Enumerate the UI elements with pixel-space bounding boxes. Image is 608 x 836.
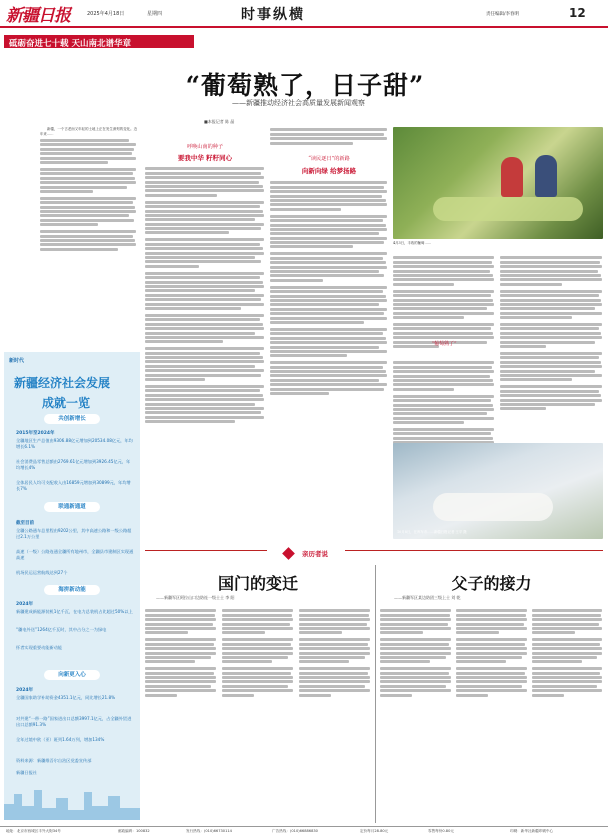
stats-sidebar [4,352,140,820]
editor-credit: 责任编辑/李春明 [486,12,520,17]
inset-title: “葡萄熟了” [431,341,457,347]
sidebar-source: 资料来源：新疆维吾尔自治区党委宣传部 [16,758,92,763]
footer-advertising: 广告热线：(010)66886830 [272,829,318,833]
left-intro-text: 新疆，一个古老而又年轻的土地上正在发生深刻的变化。近年来…… [40,127,137,137]
newspaper-logo: 新疆日报 [6,6,70,26]
lead-byline: ■本报记者 陈 晶 [204,119,235,124]
sidebar-title-2: 成就一览 [42,396,91,410]
lead-subheadline: ——新疆推动经济社会高质量发展新闻观察 [232,99,365,107]
sidebar-header: 新时代 [9,358,25,364]
issue-date: 2025年4月18日 [87,11,125,17]
sidebar-section-energy: 海拼新动能 [44,585,100,595]
stat-momentum: 怀者实现重要动能新动能 [16,645,63,650]
subhead-3: “读民逐日”的新路 [308,156,350,162]
footer-monthly-price: 定价每月28.80元 [360,829,389,833]
stat-highway: 高速（一级）公路连通全疆所有地州市，全疆县市建制区实现通高速 [16,549,134,561]
skyline-illustration [4,784,140,820]
diamond-icon [282,547,295,560]
page-number: 12 [569,6,586,20]
eyewitness-label: 亲历者说 [302,550,329,558]
footer-bar [0,826,608,836]
stat-roads: 全疆公路通车总里程由9202公里，其中高速公路和一级公路超过2.1万公里 [16,528,132,540]
footer-single-price: 零售每份0.80元 [428,829,454,833]
left-intro-column [40,127,137,340]
stat-belt-road: 对共建“一带一路”国家进出口总额3997.1亿元，占全疆外贸进出口总额91.3% [16,716,132,728]
sidebar-section-growth: 共创新增长 [44,414,100,424]
story-left-column-1 [145,608,217,822]
section-title: 时事纵横 [241,7,305,23]
story-title-right: 父子的接力 [451,574,532,593]
stat-year-2: 截至目前 [16,521,34,526]
article-column-1 [145,166,265,541]
footer-address: 地址：北京市西城区丰外大街34号 [6,829,61,833]
lead-headline: “葡萄熟了，日子甜” [185,71,425,100]
stat-airports: 机场民运运营航线达到27个 [16,570,68,575]
story-right-column-3 [532,608,603,822]
story-right-column-2 [456,608,528,822]
article-column-2-top [270,127,388,149]
footer-distribution: 发行热线：(010)66730114 [186,829,232,833]
stat-gdp: 全疆地区生产总值由9306.88亿元增加到20534.08亿元，年均增长6.1% [16,438,133,450]
stat-retail: 社会消费品零售总额由2769.61亿元增加到3926.45亿元，年均增长4% [16,459,131,471]
stat-education: 全疆国家助学补助资金4351.1亿元，同比增长21.8% [16,695,116,700]
stat-year-4: 2024年 [16,688,34,693]
subhead-2: 要我中华 籽籽同心 [177,154,233,162]
issue-weekday: 星期四 [147,11,163,17]
story-right-column-1 [380,608,452,822]
stat-power-export: “疆电外送”1264亿千瓦时，其中占分之一为绿电 [16,627,107,632]
sidebar-title-1: 新疆经济社会发展 [14,376,111,390]
subhead-4: 向新向绿 给梦扬路 [301,167,357,175]
sidebar-credit: 新疆日报社 [16,770,37,775]
stat-rail: 全年过境中欧（亚）班列1.64万列，增加134% [16,737,105,742]
photo-caption-1: 4月3日，丰收的葡萄…… [393,241,432,245]
footer-postcode: 邮政编码：100832 [118,829,150,833]
farmer-figure [501,157,523,197]
series-banner-text: 砥砺奋进七十载 天山南北谱华章 [9,38,131,49]
swans-photo [393,443,603,539]
sidebar-section-livelihood: 向新更入心 [44,670,100,680]
grape-crates [433,197,583,221]
photo-caption-2: 10月8日，在库车市……新疆日报记者 王平 摄 [397,530,467,534]
sidebar-section-transport: 联通新通道 [44,502,100,512]
story-byline-left: ——新疆军区阿拉山口边防连一级士士 李 阳 [156,595,235,600]
article-column-2 [270,180,388,541]
story-left-column-3 [299,608,371,822]
farmer-figure [535,155,557,197]
story-byline-right: ——新疆军区某边防团三级上士 刘 乾 [394,595,461,600]
stat-new-energy: 新疆建成新能源装机1亿千瓦，在电力总装机占比超过50%以上 [16,609,133,614]
stat-year-1: 2015年至2024年 [16,431,55,436]
vineyard-photo [393,127,603,239]
swan-flock [433,493,553,521]
footer-printer: 印刷：新华社新疆印刷中心 [510,829,554,833]
series-banner [4,35,194,48]
story-title-left: 国门的变迁 [217,574,298,593]
stat-income: 全体居民人均可支配收入由16859元增加到30899元，年均增长7% [16,480,131,492]
subhead-1: 呼唤山南的种子 [186,144,224,150]
stat-year-3: 2024年 [16,602,34,607]
masthead [0,0,608,28]
eyewitness-divider [270,543,342,558]
story-left-column-2 [222,608,294,822]
